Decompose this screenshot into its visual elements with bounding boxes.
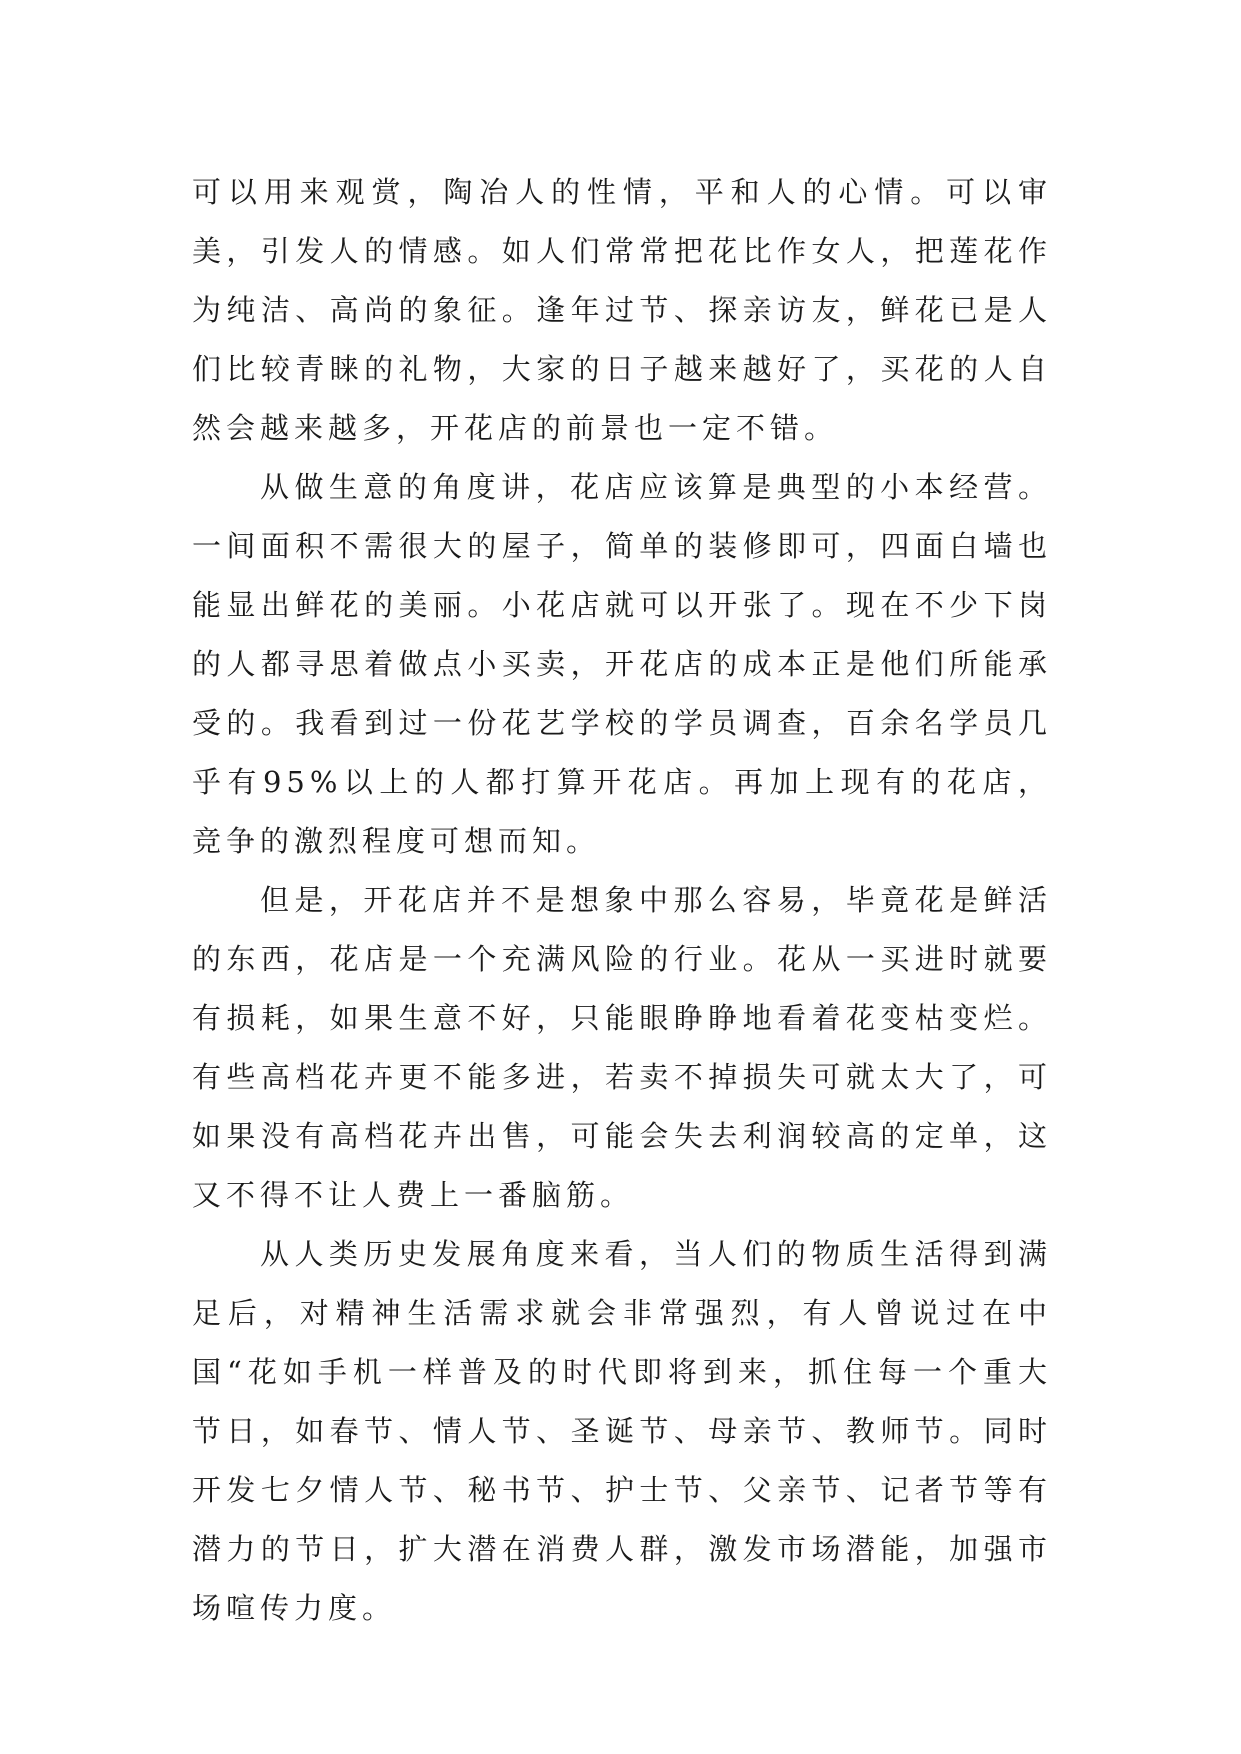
document-body (192, 163, 1052, 1638)
paragraph-continuation: 可以用来观赏，陶冶人的性情，平和人的心情。可以审美，引发人的情感。如人们常常把花比作女人，把莲花作为纯洁、高尚的象征。逢年过节、探亲访友，鲜花已是人们比较青睐的礼物，大家的日子越来越好了，买花的人自然会越来越多，开花店的前景也一定不错。 (192, 175, 1052, 445)
paragraph-risk: 但是，开花店并不是想象中那么容易，毕竟花是鲜活的东西，花店是一个充满风险的行业。花从一买进时就要有损耗，如果生意不好，只能眼睁睁地看着花变枯变烂。有些高档花卉更不能多进，若卖不掉损失可就太大了，可如果没有高档花卉出售，可能会失去利润较高的定单，这又不得不让人费上一番脑筋。 (192, 883, 1052, 1212)
paragraph-small-business: 从做生意的角度讲，花店应该算是典型的小本经营。一间面积不需很大的屋子，简单的装修即可，四面白墙也能显出鲜花的美丽。小花店就可以开张了。现在不少下岗的人都寻思着做点小买卖，开花店的成本正是他们所能承受的。我看到过一份花艺学校的学员调查，百余名学员几乎有95%以上的人都打算开花店。再加上现有的花店，竞争的激烈程度可想而知。 (192, 470, 1052, 858)
paragraph-outlook: 从人类历史发展角度来看，当人们的物质生活得到满足后，对精神生活需求就会非常强烈，有人曾说过在中国“花如手机一样普及的时代即将到来，抓住每一个重大节日，如春节、情人节、圣诞节、母亲节、教师节。同时开发七夕情人节、秘书节、护士节、父亲节、记者节等有潜力的节日，扩大潜在消费人群，激发市场潜能，加强市场喧传力度。 (192, 1237, 1052, 1625)
